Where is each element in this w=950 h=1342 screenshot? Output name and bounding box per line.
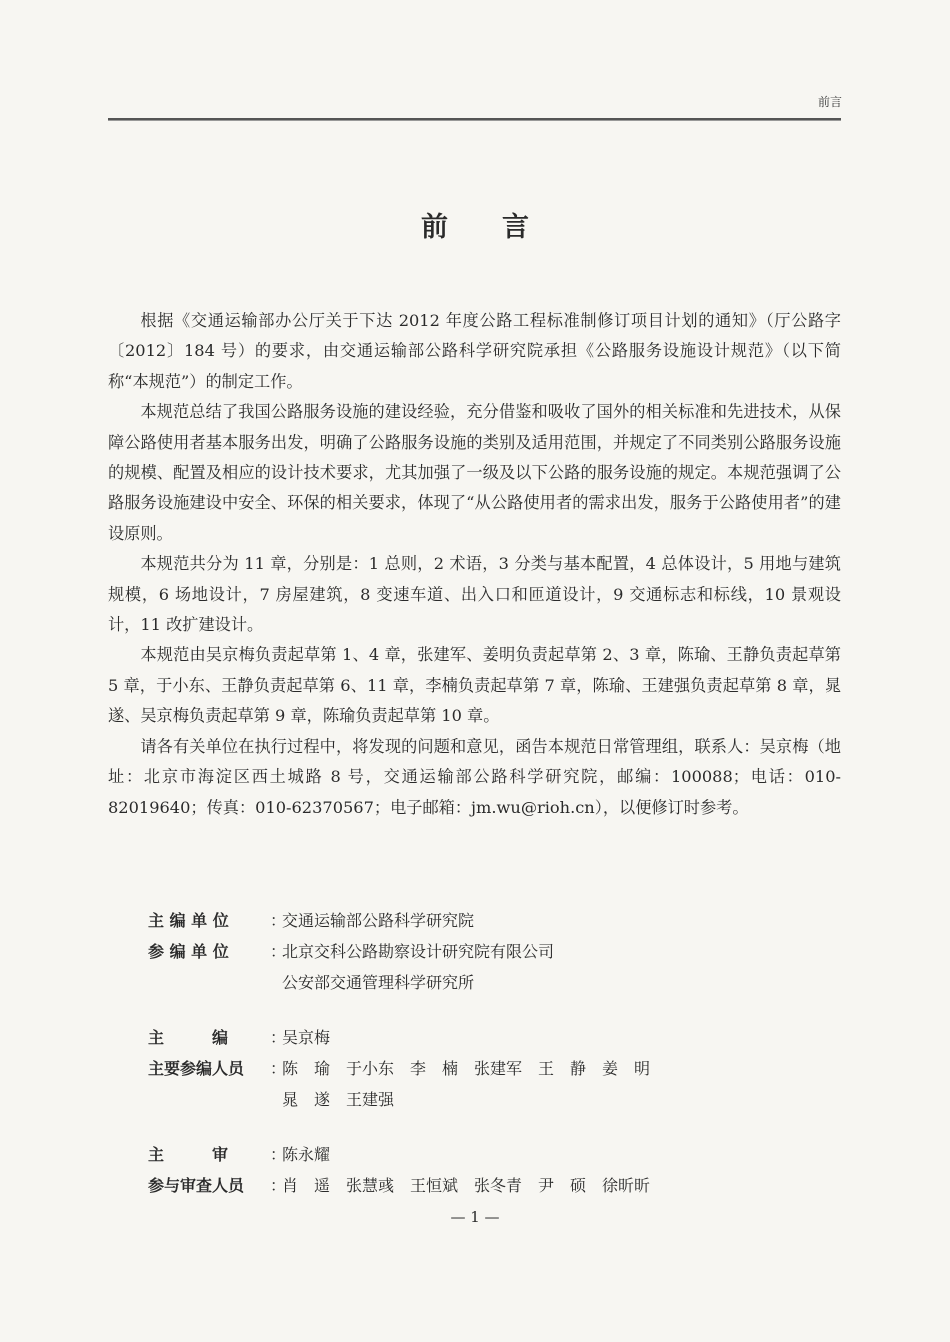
credit-row-chief-editor — [148, 1022, 788, 1053]
paragraph-4: 本规范由吴京梅负责起草第 1、4 章，张建军、姜明负责起草第 2、3 章，陈瑜、王静负责起草第 5 章，于小东、王静负责起草第 6、11 章，李楠负责起草第 7 章，陈瑜、王建强负责起草第 8 章，晁遂、吴京梅负责起草第 9 章，陈瑜负责起草第 10 章。 — [108, 645, 841, 726]
credit-row-main-participants — [148, 1053, 788, 1115]
credit-value: 陈永耀 — [282, 1145, 331, 1164]
credit-value: 公安部交通管理科学研究所 — [282, 973, 475, 992]
credit-label: 主 编 — [148, 1028, 229, 1047]
credit-value: 肖 遥 张慧彧 王恒斌 张冬青 尹 硕 徐昕昕 — [282, 1176, 651, 1195]
credit-value: 陈 瑜 于小东 李 楠 张建军 王 静 姜 明 — [282, 1059, 651, 1078]
credit-separator: ： — [270, 911, 287, 930]
credit-separator: ： — [270, 1028, 287, 1047]
credit-row-chief-unit — [148, 905, 788, 936]
credit-label: 参与审查人员 — [148, 1176, 245, 1195]
paragraph-3: 本规范共分为 11 章，分别是：1 总则，2 术语，3 分类与基本配置，4 总体设计，5 用地与建筑规模，6 场地设计，7 房屋建筑，8 变速车道、出入口和匝道设计，9 交通标志和标线，10 景观设计，11 改扩建设计。 — [108, 554, 841, 635]
credit-separator: ： — [270, 1176, 287, 1195]
credits-units — [148, 905, 788, 998]
paragraph-2: 本规范总结了我国公路服务设施的建设经验，充分借鉴和吸收了国外的相关标准和先进技术，从保障公路使用者基本服务出发，明确了公路服务设施的类别及适用范围，并规定了不同类别公路服务设施的规模、配置及相应的设计技术要求，尤其加强了一级及以下公路的服务设施的规定。本规范强调了公路服务设施建设中安全、环保的相关要求，体现了“从公路使用者的需求出发，服务于公路使用者”的建设原则。 — [108, 402, 841, 543]
credit-label: 主 编 单 位 — [148, 911, 229, 930]
credits-reviewers — [148, 1139, 788, 1201]
credit-value: 吴京梅 — [282, 1028, 331, 1047]
credit-separator: ： — [270, 942, 287, 961]
credits-editors — [148, 1022, 788, 1115]
credit-label: 主要参编人员 — [148, 1059, 245, 1078]
credit-value: 晁 遂 王建强 — [282, 1090, 395, 1109]
credit-row-review-participants — [148, 1170, 788, 1201]
page-title: 前言 — [421, 212, 583, 243]
running-header: 前言 — [817, 95, 842, 109]
credit-separator: ： — [270, 1059, 287, 1078]
header-rule — [108, 118, 841, 121]
credit-value: 交通运输部公路科学研究院 — [282, 911, 475, 930]
credit-label: 参 编 单 位 — [148, 942, 229, 961]
credit-separator: ： — [270, 1145, 287, 1164]
credit-label: 主 审 — [148, 1145, 229, 1164]
preface-body — [108, 306, 841, 823]
page-number: — 1 — — [450, 1208, 500, 1226]
credits-section — [148, 905, 788, 1225]
paragraph-1: 根据《交通运输部办公厅关于下达 2012 年度公路工程标准制修订项目计划的通知》（厅公路字〔2012〕184 号）的要求，由交通运输部公路科学研究院承担《公路服务设施设计规范》（以下简称“本规范”）的制定工作。 — [108, 311, 841, 391]
credit-row-chief-reviewer — [148, 1139, 788, 1170]
paragraph-5: 请各有关单位在执行过程中，将发现的问题和意见，函告本规范日常管理组，联系人：吴京梅（地址：北京市海淀区西土城路 8 号，交通运输部公路科学研究院，邮编：100088；电话：010-82019640；传真：010-62370567；电子邮箱：jm.wu@rioh.cn），以便修订时参考。 — [108, 736, 841, 817]
credit-row-participating-units — [148, 936, 788, 998]
credit-value: 北京交科公路勘察设计研究院有限公司 — [282, 942, 555, 961]
